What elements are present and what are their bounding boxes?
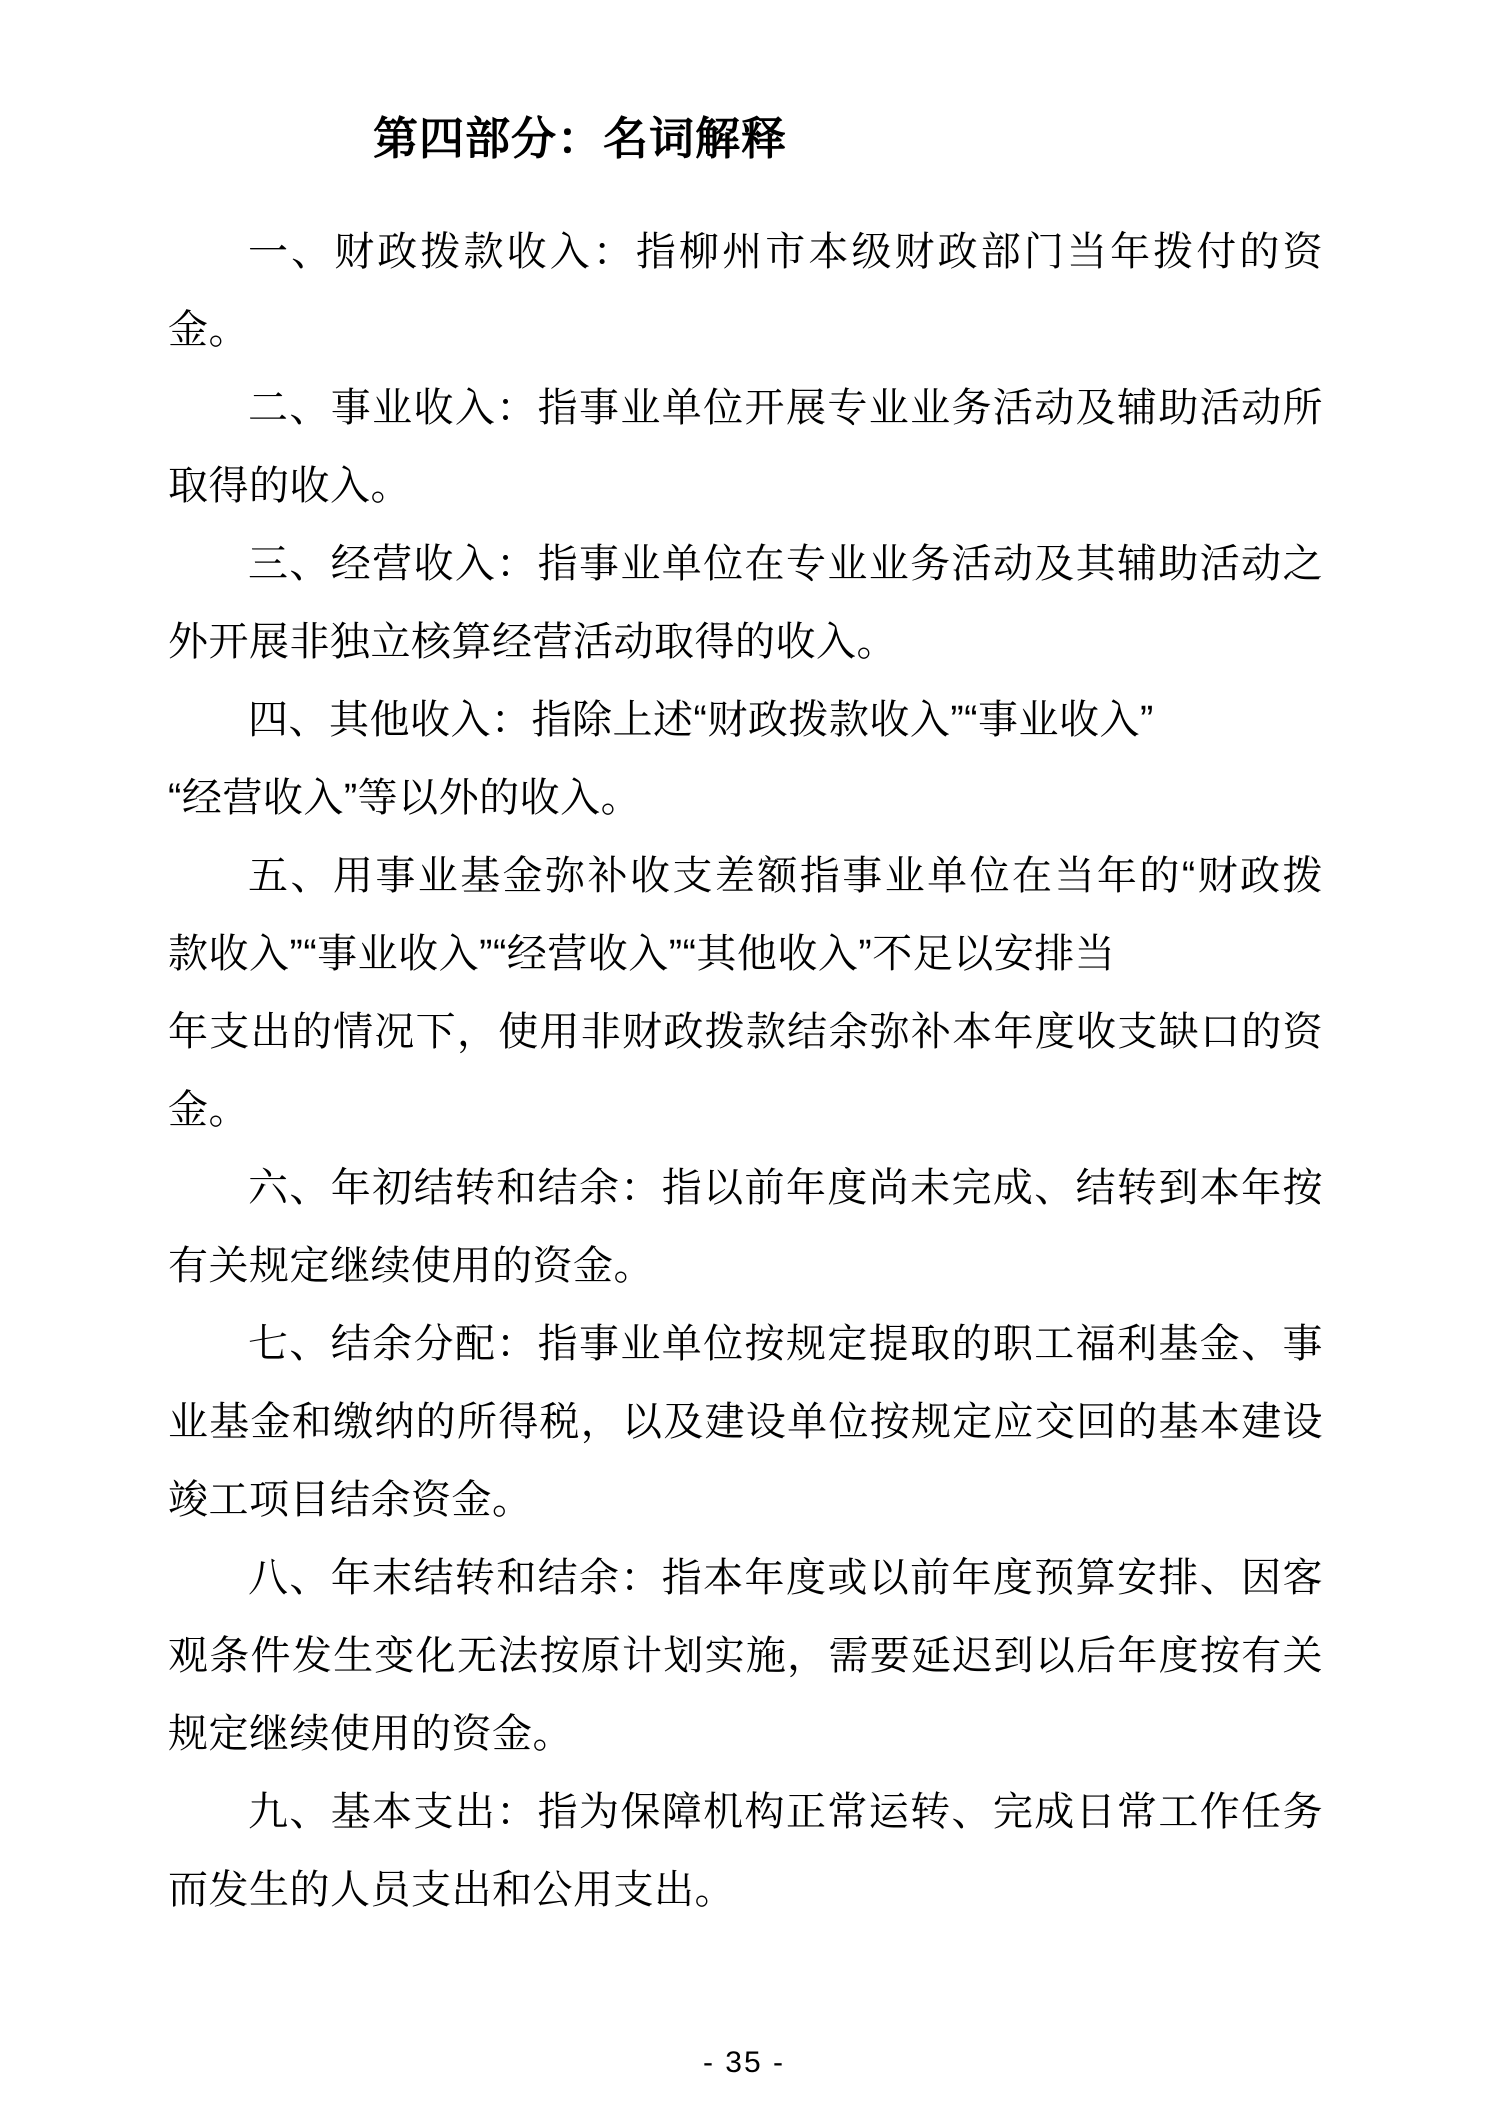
text-line: 五、用事业基金弥补收支差额指事业单位在当年的“财政拨 — [248, 854, 1323, 898]
text-line: 规定继续使用的资金。 — [168, 1712, 573, 1756]
text-line: 八、年末结转和结余：指本年度或以前年度预算安排、因客 — [248, 1556, 1323, 1600]
glossary-entry-1 — [168, 213, 1323, 369]
text-line: 一、财政拨款收入：指柳州市本级财政部门当年拨付的资 — [248, 230, 1323, 274]
page-content — [168, 0, 1323, 1929]
text-line: 六、年初结转和结余：指以前年度尚未完成、结转到本年按 — [248, 1166, 1323, 1210]
text-line: 取得的收入。 — [168, 464, 411, 508]
glossary-entry-3 — [168, 525, 1323, 681]
glossary-body — [168, 213, 1323, 1929]
text-line: 七、结余分配：指事业单位按规定提取的职工福利基金、事 — [248, 1322, 1323, 1366]
text-line: 年支出的情况下，使用非财政拨款结余弥补本年度收支缺口的资 — [168, 1010, 1323, 1054]
text-line: 款收入”“事业收入”“经营收入”“其他收入”不足以安排当 — [168, 932, 1116, 976]
text-line: 观条件发生变化无法按原计划实施，需要延迟到以后年度按有关 — [168, 1634, 1323, 1678]
glossary-entry-6 — [168, 1149, 1323, 1305]
text-line: 业基金和缴纳的所得税，以及建设单位按规定应交回的基本建设 — [168, 1400, 1323, 1444]
text-line: 九、基本支出：指为保障机构正常运转、完成日常工作任务 — [248, 1790, 1323, 1834]
text-line: 金。 — [168, 308, 249, 352]
glossary-entry-2 — [168, 369, 1323, 525]
text-line: 四、其他收入：指除上述“财政拨款收入”“事业收入” — [248, 698, 1154, 742]
text-line: 三、经营收入：指事业单位在专业业务活动及其辅助活动之 — [248, 542, 1323, 586]
page-title: 第四部分：名词解释 — [373, 113, 788, 164]
glossary-entry-9 — [168, 1773, 1323, 1929]
glossary-entry-7 — [168, 1305, 1323, 1539]
text-line: 外开展非独立核算经营活动取得的收入。 — [168, 620, 897, 664]
text-line: “经营收入”等以外的收入。 — [168, 776, 642, 820]
text-line: 竣工项目结余资金。 — [168, 1478, 533, 1522]
text-line: 而发生的人员支出和公用支出。 — [168, 1868, 735, 1912]
glossary-entry-5 — [168, 837, 1323, 1149]
glossary-entry-4 — [168, 681, 1323, 837]
text-line: 金。 — [168, 1088, 249, 1132]
page-number: - 35 - — [702, 2046, 786, 2079]
glossary-entry-8 — [168, 1539, 1323, 1773]
text-line: 二、事业收入：指事业单位开展专业业务活动及辅助活动所 — [248, 386, 1323, 430]
text-line: 有关规定继续使用的资金。 — [168, 1244, 654, 1288]
